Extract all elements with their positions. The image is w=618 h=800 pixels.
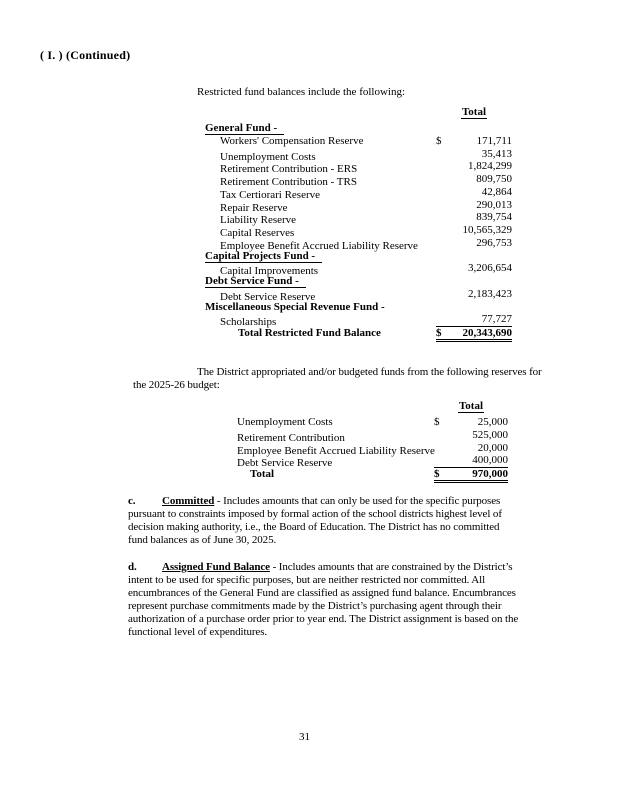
row-label-text: General Fund -: [205, 122, 284, 135]
row-label-text: Workers' Compensation Reserve: [220, 134, 364, 147]
row-label-text: Total Restricted Fund Balance: [238, 327, 381, 339]
row-label-text: Retirement Contribution - ERS: [220, 163, 358, 176]
row-value-block: [436, 199, 512, 211]
assigned-lead-term: Assigned Fund Balance: [162, 561, 270, 573]
dollar-sign: $: [436, 327, 442, 339]
row-label: [205, 327, 436, 339]
row-label-text: Unemployment Costs: [237, 416, 333, 428]
row-value: 25,000: [477, 416, 508, 428]
row-label-text: Liability Reserve: [220, 214, 297, 227]
table-row: [205, 148, 512, 161]
dollar-sign: $: [434, 468, 440, 480]
dollar-sign: [436, 173, 450, 185]
table-row: [237, 416, 508, 429]
row-label: [205, 151, 436, 163]
row-label: [237, 432, 434, 444]
row-value: 525,000: [472, 428, 508, 441]
row-value: 296,753: [476, 236, 512, 249]
dollar-sign: [436, 160, 450, 172]
list-item-label: c.: [128, 495, 136, 507]
paragraph-line: represent purchase commitments made by the District’s purchasing agent through their: [128, 600, 502, 612]
row-value: 20,000: [477, 441, 508, 454]
row-value-block: [436, 288, 512, 300]
row-value: 839,754: [476, 211, 512, 224]
page-number: 31: [299, 731, 310, 743]
row-value-block: [436, 148, 512, 160]
row-value-block: [434, 454, 508, 466]
restricted-intro-text: Restricted fund balances include the following:: [197, 86, 406, 98]
dollar-sign: [436, 186, 450, 198]
row-label-text: Retirement Contribution - TRS: [220, 176, 357, 188]
paragraph-line: The District appropriated and/or budgeted funds from the following reserves for: [197, 366, 542, 378]
total-column-header-cell: [436, 106, 512, 119]
table-row: [205, 250, 512, 263]
row-value: 35,413: [481, 147, 512, 160]
table-row: [237, 429, 508, 442]
total-column-header-cell: [434, 400, 508, 413]
committed-paragraph: [128, 495, 526, 547]
row-label-text: Debt Service Reserve: [220, 290, 316, 303]
row-label: [205, 189, 436, 201]
table-row: [205, 326, 512, 339]
table-row: [205, 275, 512, 288]
paragraph-line: pursuant to constraints imposed by formal action of the school districts highest level of: [128, 508, 502, 520]
paragraph-line: fund balances as of June 30, 2025.: [128, 534, 277, 546]
row-label-text: Repair Reserve: [220, 201, 288, 214]
total-column-header: Total: [458, 400, 484, 412]
row-value-block: [436, 160, 512, 172]
dollar-sign: [436, 262, 450, 274]
paragraph-first-line: [128, 495, 526, 508]
table-header-row: [205, 106, 512, 120]
total-column-header: Total: [461, 106, 487, 118]
row-value: 809,750: [476, 173, 512, 185]
continued-section-header: ( I. ) (Continued): [40, 48, 131, 62]
budgeted-reserves-table: [237, 400, 508, 480]
table-row: [205, 288, 512, 301]
dollar-sign: [436, 237, 450, 249]
paragraph-text: - Includes amounts that are constrained by the District’s: [269, 561, 513, 573]
row-label: [237, 445, 435, 457]
row-label-text: Capital Projects Fund -: [205, 250, 322, 263]
row-value: 42,864: [481, 185, 512, 198]
row-label: [205, 227, 436, 239]
paragraph-body: [128, 508, 526, 547]
row-label: [205, 122, 512, 134]
row-label: [205, 202, 436, 214]
paragraph-line: encumbrances of the General Fund are classified as assigned fund balance. Encumbrances: [128, 587, 516, 599]
dollar-sign: [434, 429, 448, 441]
row-label-text: Debt Service Reserve: [237, 457, 333, 470]
row-label: [237, 416, 434, 428]
row-value: 290,013: [476, 198, 512, 211]
table-row: [205, 122, 512, 135]
row-label-text: Capital Reserves: [220, 227, 295, 239]
row-label: [205, 301, 512, 313]
row-value-block: [435, 442, 508, 454]
row-value: 171,711: [476, 134, 512, 147]
row-value-block: [436, 224, 512, 236]
assigned-paragraph: [128, 561, 526, 639]
table-row: [205, 262, 512, 278]
row-label-text: Tax Certiorari Reserve: [220, 188, 321, 201]
table-row: [205, 313, 512, 329]
paragraph-line: functional level of expenditures.: [128, 626, 268, 638]
row-label-text: Unemployment Costs: [220, 150, 316, 163]
row-label-text: Total: [250, 468, 275, 480]
row-value: 3,206,654: [468, 262, 512, 275]
row-value-block: [436, 262, 512, 274]
row-value: 1,824,299: [468, 160, 512, 173]
paragraph-line: decision making authority, i.e., the Board of Education. The District has no committed: [128, 521, 500, 533]
row-label-text: Capital Improvements: [220, 265, 319, 278]
table-row: [205, 135, 512, 148]
row-value-block: [434, 416, 508, 428]
row-value-block: [436, 173, 512, 185]
row-value-block: [436, 135, 512, 147]
dollar-sign: [436, 148, 450, 160]
dollar-sign: [436, 211, 450, 223]
row-value-block: [434, 467, 508, 483]
row-label: [205, 135, 436, 147]
row-label: [205, 214, 436, 226]
row-label-text: Employee Benefit Accrued Liability Reserve: [237, 444, 435, 457]
dollar-sign: [436, 199, 450, 211]
dollar-sign: [436, 288, 450, 300]
row-value-block: [434, 429, 508, 441]
paragraph-text: - Includes amounts that can only be used for the specific purposes: [214, 495, 501, 507]
row-label-text: Debt Service Fund -: [205, 275, 306, 288]
row-value-block: [436, 326, 512, 342]
row-label-text: Retirement Contribution: [237, 431, 345, 444]
row-value-block: [436, 313, 512, 325]
committed-lead-term: Committed: [162, 495, 215, 507]
row-label-text: Miscellaneous Special Revenue Fund -: [205, 300, 385, 313]
paragraph-line: authorization of a purchase order prior to year end. The District assignment is based on the: [128, 613, 519, 625]
row-label-text: Employee Benefit Accrued Liability Reserve: [220, 239, 418, 252]
paragraph-body: [128, 574, 526, 639]
row-label-text: Scholarships: [220, 316, 277, 329]
row-label: [205, 250, 512, 262]
dollar-sign: [435, 442, 449, 454]
row-value: 970,000: [472, 468, 508, 480]
table-row: [205, 301, 512, 314]
dollar-sign: $: [436, 134, 442, 147]
dollar-sign: [436, 224, 450, 236]
row-value: 400,000: [472, 454, 508, 467]
row-label: [205, 176, 436, 188]
row-value-block: [436, 237, 512, 249]
row-value: 77,727: [481, 313, 512, 326]
paragraph-line: intent to be used for specific purposes, but are neither restricted nor committed. All: [128, 574, 486, 586]
dollar-sign: $: [434, 416, 440, 428]
row-label: [237, 468, 434, 480]
table-header-row: [237, 400, 508, 414]
dollar-sign: [436, 313, 450, 325]
dollar-sign: [434, 454, 448, 466]
row-value: 20,343,690: [462, 327, 512, 339]
restricted-fund-balances-table: [205, 106, 512, 339]
table-row: [237, 467, 508, 480]
row-value: 2,183,423: [468, 287, 512, 300]
row-label: [205, 163, 436, 175]
appropriation-paragraph: [133, 366, 542, 392]
paragraph-line: the 2025-26 budget:: [133, 379, 220, 391]
row-value: 10,565,329: [462, 224, 512, 236]
row-value-block: [436, 186, 512, 198]
row-value-block: [436, 211, 512, 223]
list-item-label: d.: [128, 561, 137, 573]
row-label: [205, 275, 512, 287]
paragraph-first-line: [128, 561, 526, 574]
